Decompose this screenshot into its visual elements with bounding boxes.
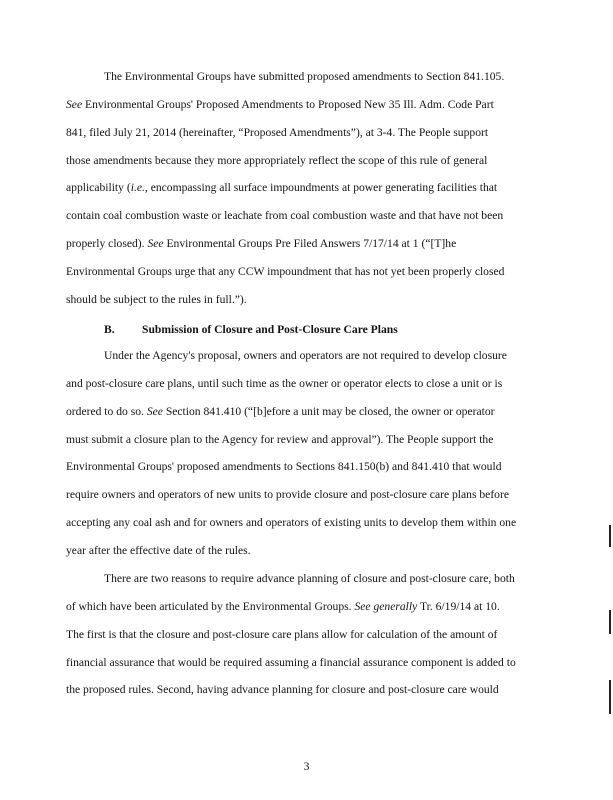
text-line: year after the effective date of the rules. [66,543,251,557]
margin-mark [609,680,611,714]
margin-mark [609,610,611,634]
text-line: of which have been articulated by the Environmental Groups. See generally Tr. 6/19/14 at 10. [66,599,500,613]
text-line: ordered to do so. See Section 841.410 (“[b]efore a unit may be closed, the owner or operator [66,404,495,418]
text-line: accepting any coal ash and for owners and operators of existing units to develop them within one [66,516,517,530]
paragraph-3 [66,565,536,704]
section-letter: B. [104,323,115,336]
margin-mark [609,525,611,547]
text-line: and post-closure care plans, until such time as the owner or operator elects to close a unit or is [66,376,503,390]
text-line: those amendments because they more appropriately reflect the scope of this rule of general [66,153,488,167]
section-title: Submission of Closure and Post-Closure Care Plans [142,323,398,336]
text-line: Environmental Groups urge that any CCW impoundment that has not yet been properly closed [66,264,505,278]
text-line: contain coal combustion waste or leachate from coal combustion waste and that have not been [66,209,504,223]
text-line: applicability (i.e., encompassing all surface impoundments at power generating facilities that [66,181,498,195]
text-line: Environmental Groups' proposed amendments to Sections 841.150(b) and 841.410 that would [66,460,502,474]
text-line: the proposed rules. Second, having advance planning for closure and post-closure care would [66,683,499,697]
paragraph-1 [66,63,536,314]
paragraph-2 [66,342,536,565]
text-line: should be subject to the rules in full.”). [66,292,247,306]
text-line: See Environmental Groups' Proposed Amendments to Proposed New 35 Ill. Adm. Code Part [66,97,494,111]
text-line: must submit a closure plan to the Agency for review and approval”). The People support the [66,432,494,446]
text-line: Under the Agency's proposal, owners and operators are not required to develop closure [104,349,507,362]
text-line: properly closed). See Environmental Groups Pre Filed Answers 7/17/14 at 1 (“[T]he [66,237,457,251]
page-number: 3 [303,760,310,773]
text-line: The first is that the closure and post-closure care plans allow for calculation of the amount of [66,627,498,641]
text-line: financial assurance that would be required assuming a financial assurance component is added to [66,655,516,669]
text-line: There are two reasons to require advance planning of closure and post-closure care, both [104,572,515,585]
section-heading [104,316,398,343]
text-line: require owners and operators of new units to provide closure and post-closure care plans before [66,488,509,502]
text-line: The Environmental Groups have submitted proposed amendments to Section 841.105. [104,70,505,83]
text-line: 841, filed July 21, 2014 (hereinafter, “Proposed Amendments”), at 3-4. The People support [66,125,489,139]
